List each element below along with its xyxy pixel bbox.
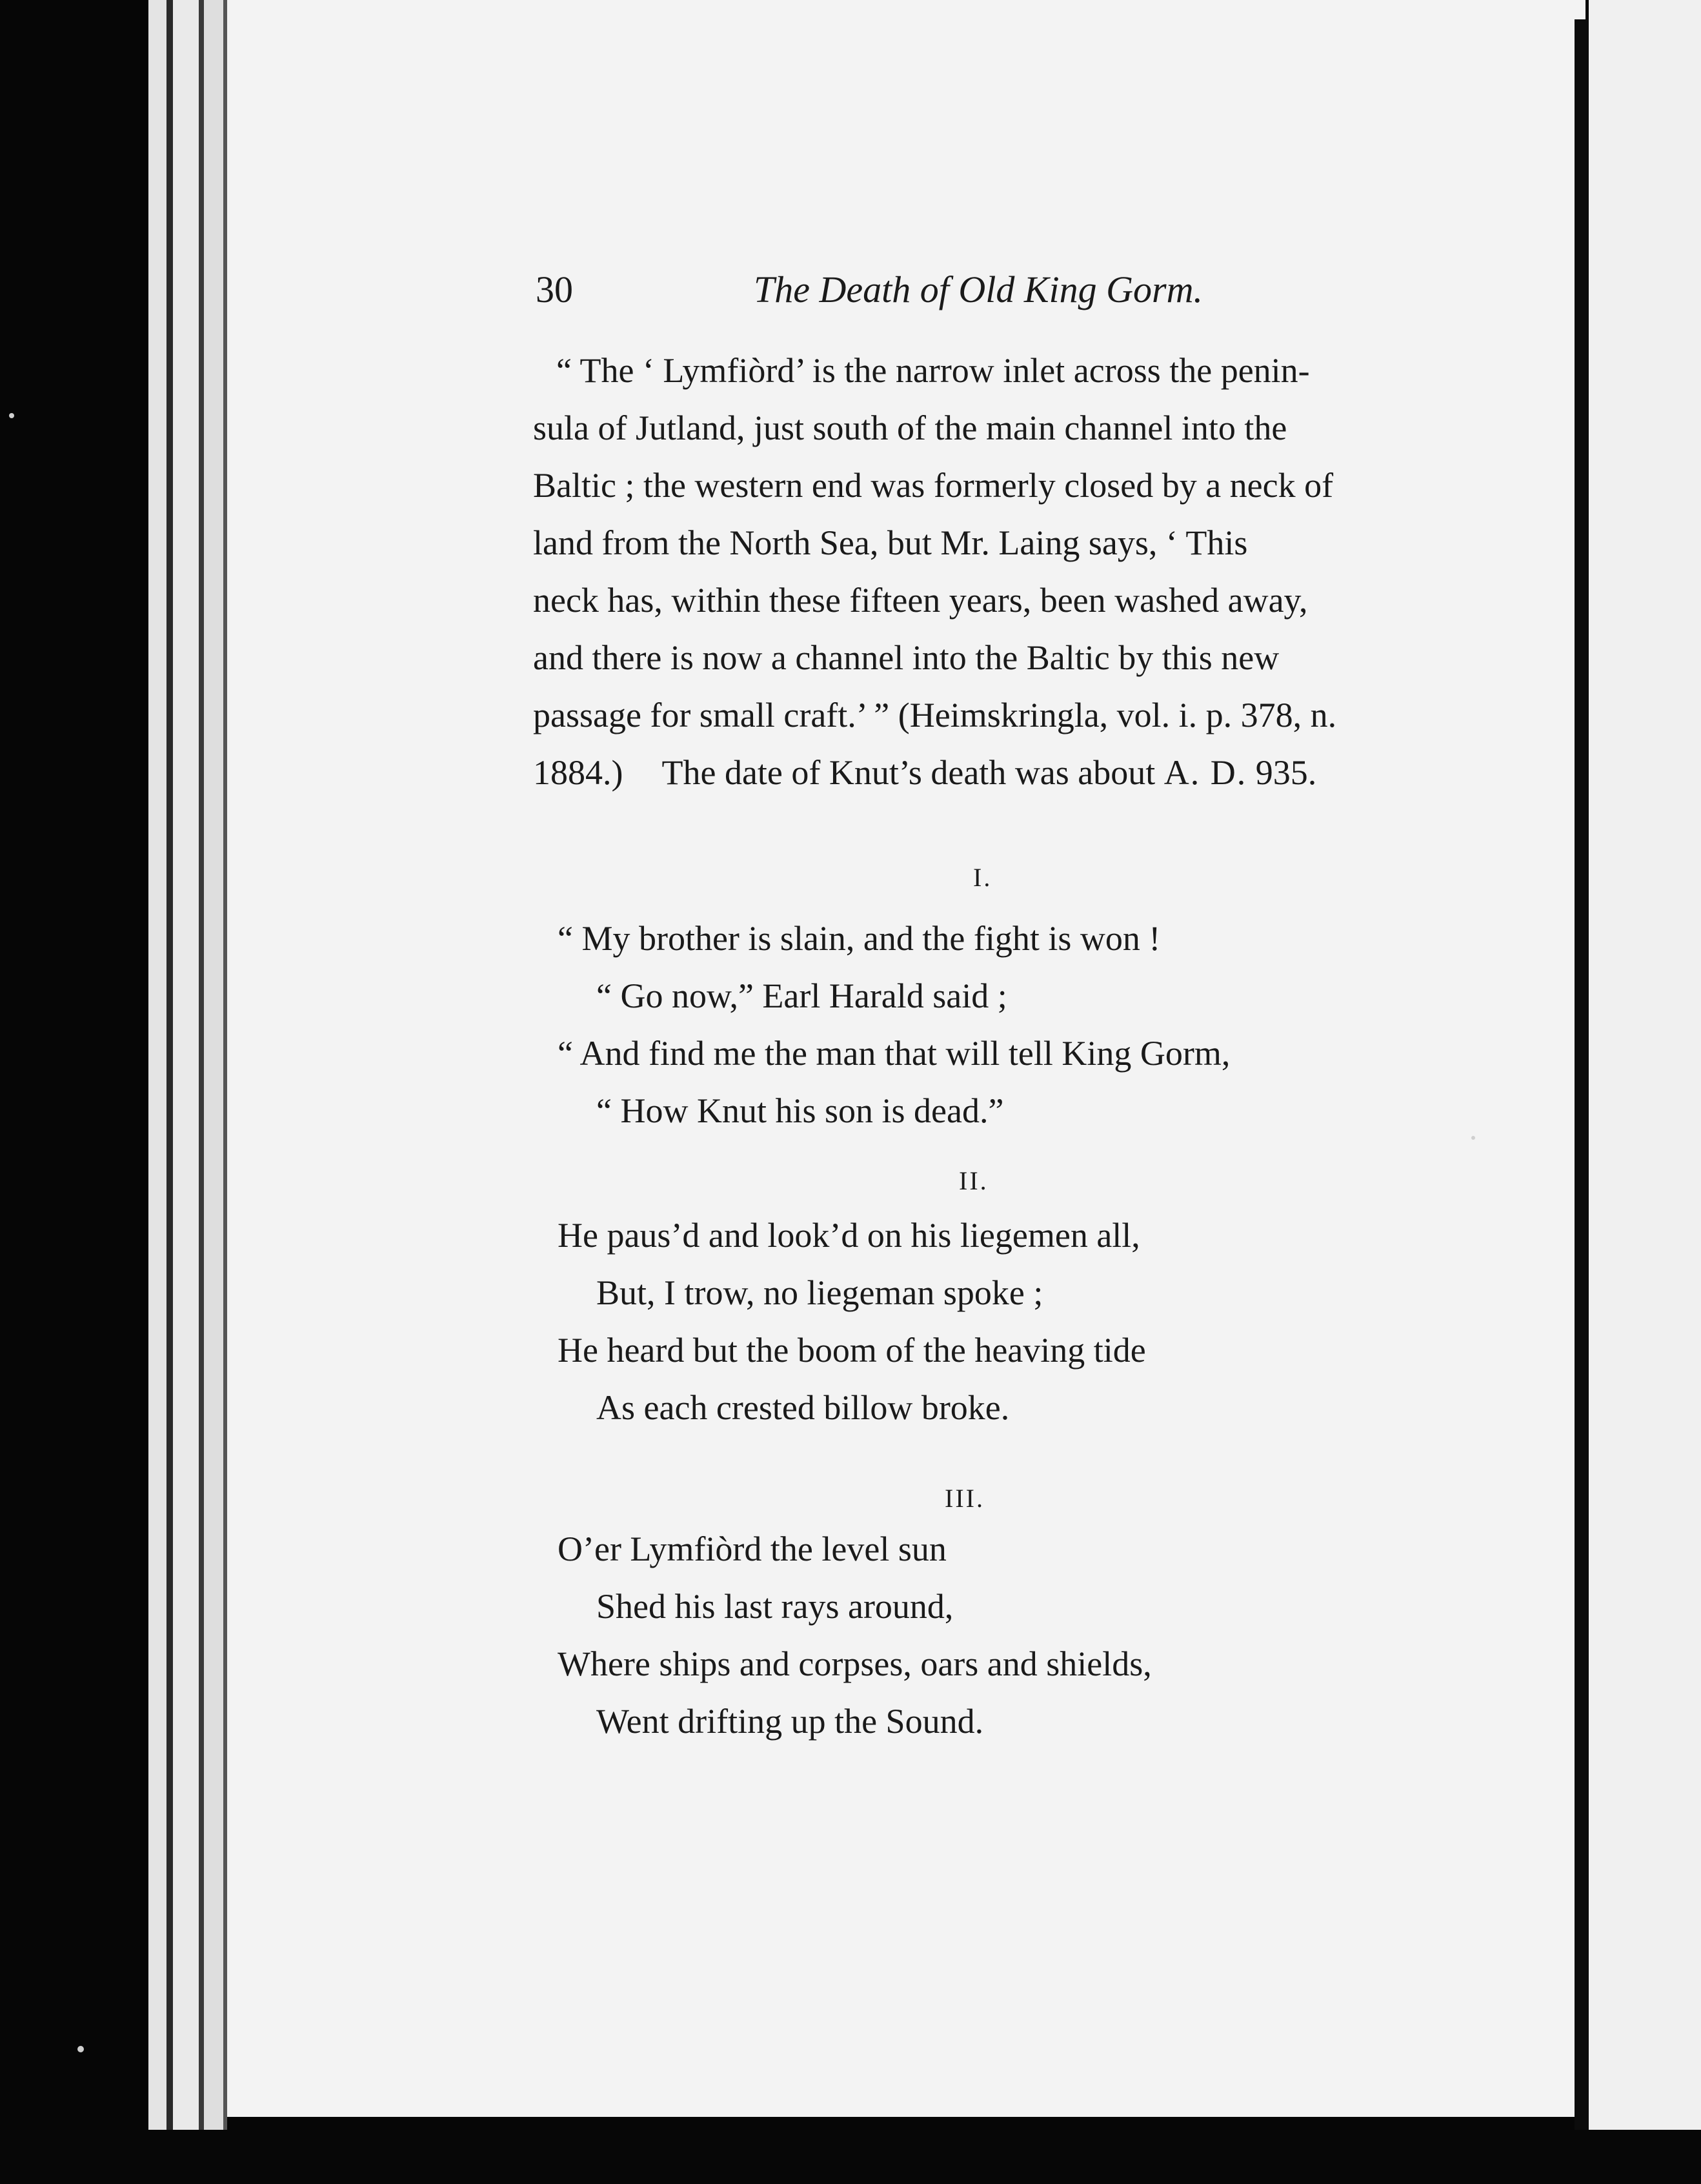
- prose-year: 935.: [1255, 753, 1317, 792]
- scan-speck: [1471, 1136, 1475, 1140]
- page-edge-strip: [166, 0, 173, 2184]
- prose-line: passage for small craft.’ ” (Heimskringla, vol. i. p. 378, n.: [533, 696, 1337, 734]
- running-title: The Death of Old King Gorm.: [754, 268, 1203, 310]
- scan-speck: [77, 2046, 84, 2052]
- scan-bottom-border: [0, 2130, 1701, 2184]
- verse-line: But, I trow, no liegeman spoke ;: [596, 1273, 1043, 1312]
- stanza-number: I.: [973, 863, 992, 892]
- prose-line: sula of Jutland, just south of the main channel into the: [533, 409, 1287, 447]
- page-edge-strip: [173, 0, 199, 2184]
- prose-era: A. D.: [1163, 753, 1247, 792]
- stanza: [558, 910, 1230, 1140]
- page-number: 30: [536, 268, 573, 310]
- verse-line: “ And find me the man that will tell King Gorm,: [558, 1034, 1231, 1073]
- verse-line: O’er Lymfiòrd the level sun: [558, 1530, 947, 1568]
- verse-line: “ How Knut his son is dead.”: [596, 1091, 1004, 1130]
- gutter-shadow: [1575, 19, 1589, 2149]
- prose-note: [533, 342, 1448, 802]
- scan-speck: [9, 413, 14, 418]
- prose-text: The date of Knut’s death was about: [661, 753, 1156, 792]
- prose-line: [533, 744, 1448, 802]
- verse-line: He heard but the boom of the heaving tide: [558, 1331, 1146, 1370]
- verse-line: Went drifting up the Sound.: [596, 1702, 984, 1741]
- verse-line: Shed his last rays around,: [596, 1587, 954, 1626]
- stanza: [558, 1207, 1146, 1437]
- verse-line: He paus’d and look’d on his liegemen all,: [558, 1216, 1140, 1255]
- prose-line: land from the North Sea, but Mr. Laing says, ‘ This: [533, 523, 1248, 562]
- prose-date: 1884.): [533, 753, 623, 792]
- verse-line: Where ships and corpses, oars and shields,: [558, 1644, 1152, 1683]
- facing-page-edge: [1589, 0, 1701, 2184]
- prose-line: Baltic ; the western end was formerly closed by a neck of: [533, 466, 1334, 505]
- stanza-number: II.: [959, 1166, 989, 1195]
- prose-line: neck has, within these fifteen years, been washed away,: [533, 581, 1308, 620]
- page-edge-strip: [199, 0, 204, 2184]
- prose-line: “ The ‘ Lymfiòrd’ is the narrow inlet across the penin-: [556, 351, 1310, 390]
- page-edge-strip: [204, 0, 223, 2184]
- stanza-number: III.: [945, 1484, 985, 1513]
- verse-line: As each crested billow broke.: [596, 1388, 1010, 1427]
- verse-line: “ My brother is slain, and the fight is won !: [558, 919, 1161, 958]
- verse-line: “ Go now,” Earl Harald said ;: [596, 976, 1007, 1015]
- page-edge-strip: [148, 0, 166, 2184]
- stanza: [558, 1521, 1152, 1750]
- prose-line: and there is now a channel into the Baltic by this new: [533, 638, 1280, 677]
